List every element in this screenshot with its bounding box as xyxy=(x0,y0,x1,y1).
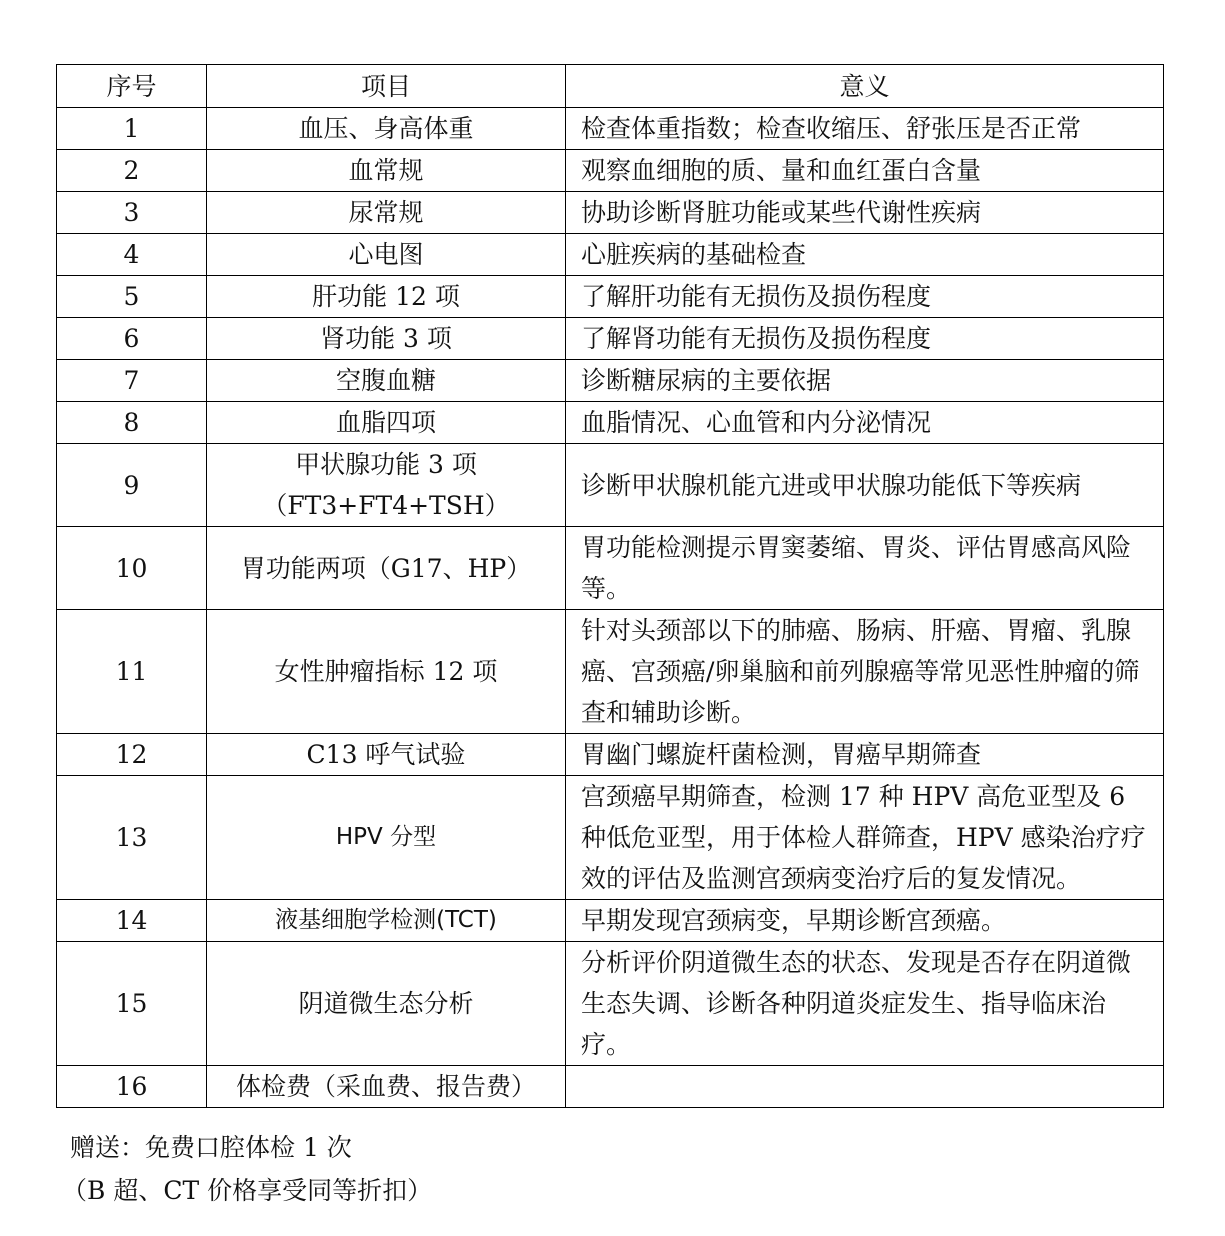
row-meaning: 检查体重指数；检查收缩压、舒张压是否正常 xyxy=(566,108,1164,150)
row-item: C13 呼气试验 xyxy=(207,734,566,776)
header-item: 项目 xyxy=(207,65,566,108)
table-row xyxy=(57,192,1164,234)
row-item: 血压、身高体重 xyxy=(207,108,566,150)
row-item: HPV 分型 xyxy=(207,776,566,900)
row-number: 13 xyxy=(57,776,207,900)
row-meaning: 胃功能检测提示胃窦萎缩、胃炎、评估胃感高风险等。 xyxy=(566,527,1164,610)
row-meaning: 协助诊断肾脏功能或某些代谢性疾病 xyxy=(566,192,1164,234)
row-meaning xyxy=(566,1066,1164,1108)
table-row xyxy=(57,444,1164,527)
row-meaning: 血脂情况、心血管和内分泌情况 xyxy=(566,402,1164,444)
row-number: 11 xyxy=(57,610,207,734)
row-item: 阴道微生态分析 xyxy=(207,942,566,1066)
row-item-detail: （FT3+FT4+TSH） xyxy=(262,491,510,520)
row-item: 血常规 xyxy=(207,150,566,192)
table-row xyxy=(57,108,1164,150)
table-row xyxy=(57,610,1164,734)
row-number: 14 xyxy=(57,900,207,942)
row-meaning: 诊断糖尿病的主要依据 xyxy=(566,360,1164,402)
row-number: 12 xyxy=(57,734,207,776)
table-row xyxy=(57,900,1164,942)
row-meaning: 宫颈癌早期筛查，检测 17 种 HPV 高危亚型及 6 种低危亚型，用于体检人群筛查，HPV 感染治疗疗效的评估及监测宫颈病变治疗后的复发情况。 xyxy=(566,776,1164,900)
discount-note: （B 超、CT 价格享受同等折扣） xyxy=(62,1176,433,1205)
row-number: 9 xyxy=(57,444,207,527)
row-number: 7 xyxy=(57,360,207,402)
row-number: 1 xyxy=(57,108,207,150)
row-number: 4 xyxy=(57,234,207,276)
table-row xyxy=(57,1066,1164,1108)
row-number: 15 xyxy=(57,942,207,1066)
row-item-cell xyxy=(207,444,566,527)
table-row xyxy=(57,150,1164,192)
row-item: 肾功能 3 项 xyxy=(207,318,566,360)
row-number: 3 xyxy=(57,192,207,234)
row-meaning: 早期发现宫颈病变，早期诊断宫颈癌。 xyxy=(566,900,1164,942)
row-item: 空腹血糖 xyxy=(207,360,566,402)
row-item: 心电图 xyxy=(207,234,566,276)
table-row xyxy=(57,276,1164,318)
row-item: 肝功能 12 项 xyxy=(207,276,566,318)
row-item: 液基细胞学检测(TCT) xyxy=(207,900,566,942)
row-item: 胃功能两项（G17、HP） xyxy=(207,527,566,610)
row-number: 8 xyxy=(57,402,207,444)
table-row xyxy=(57,942,1164,1066)
row-meaning: 分析评价阴道微生态的状态、发现是否存在阴道微生态失调、诊断各种阴道炎症发生、指导临床治疗。 xyxy=(566,942,1164,1066)
table-row xyxy=(57,734,1164,776)
row-number: 10 xyxy=(57,527,207,610)
row-number: 5 xyxy=(57,276,207,318)
table-row xyxy=(57,360,1164,402)
row-item: 体检费（采血费、报告费） xyxy=(207,1066,566,1108)
row-meaning: 了解肾功能有无损伤及损伤程度 xyxy=(566,318,1164,360)
table-row xyxy=(57,527,1164,610)
exam-items-table xyxy=(56,64,1164,1108)
row-number: 6 xyxy=(57,318,207,360)
table-row xyxy=(57,234,1164,276)
row-item: 甲状腺功能 3 项 xyxy=(295,450,477,479)
row-meaning: 心脏疾病的基础检查 xyxy=(566,234,1164,276)
table-header-row xyxy=(57,65,1164,108)
row-item: 血脂四项 xyxy=(207,402,566,444)
row-meaning: 观察血细胞的质、量和血红蛋白含量 xyxy=(566,150,1164,192)
row-meaning: 针对头颈部以下的肺癌、肠病、肝癌、胃瘤、乳腺癌、宫颈癌/卵巢脑和前列腺癌等常见恶性肿瘤的筛查和辅助诊断。 xyxy=(566,610,1164,734)
header-number: 序号 xyxy=(57,65,207,108)
table-row xyxy=(57,776,1164,900)
row-meaning: 诊断甲状腺机能亢进或甲状腺功能低下等疾病 xyxy=(566,444,1164,527)
free-gift-note: 赠送：免费口腔体检 1 次 xyxy=(70,1133,352,1162)
table-row xyxy=(57,402,1164,444)
row-number: 2 xyxy=(57,150,207,192)
row-number: 16 xyxy=(57,1066,207,1108)
row-meaning: 了解肝功能有无损伤及损伤程度 xyxy=(566,276,1164,318)
row-item: 尿常规 xyxy=(207,192,566,234)
row-meaning: 胃幽门螺旋杆菌检测，胃癌早期筛查 xyxy=(566,734,1164,776)
row-item: 女性肿瘤指标 12 项 xyxy=(207,610,566,734)
table-row xyxy=(57,318,1164,360)
header-meaning: 意义 xyxy=(566,65,1164,108)
